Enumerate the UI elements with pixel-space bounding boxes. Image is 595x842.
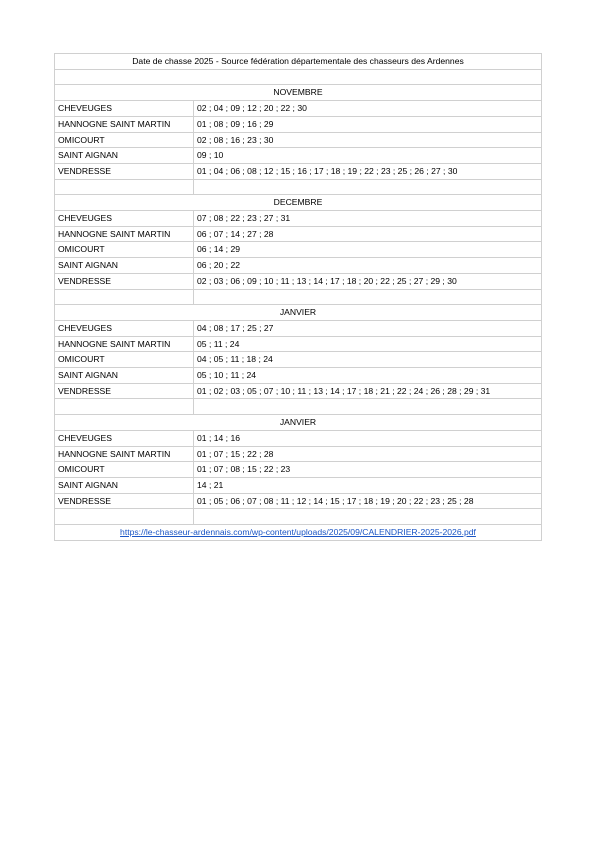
spacer-row xyxy=(55,509,542,525)
spacer-row xyxy=(55,289,542,305)
empty-cell xyxy=(55,289,194,305)
commune-cell: SAINT AIGNAN xyxy=(55,258,194,274)
commune-cell: CHEVEUGES xyxy=(55,211,194,227)
dates-cell: 04 ; 05 ; 11 ; 18 ; 24 xyxy=(194,352,542,368)
commune-cell: VENDRESSE xyxy=(55,163,194,179)
table-row xyxy=(55,116,542,132)
commune-cell: OMICOURT xyxy=(55,462,194,478)
table-row xyxy=(55,383,542,399)
table-row xyxy=(55,148,542,164)
month-header-row xyxy=(55,85,542,101)
spacer-row xyxy=(55,179,542,195)
dates-cell: 06 ; 20 ; 22 xyxy=(194,258,542,274)
commune-cell: OMICOURT xyxy=(55,352,194,368)
table-row xyxy=(55,430,542,446)
table-row xyxy=(55,336,542,352)
spacer-row xyxy=(55,399,542,415)
table-row xyxy=(55,352,542,368)
month-header-row xyxy=(55,415,542,431)
table-row xyxy=(55,132,542,148)
dates-cell: 01 ; 07 ; 08 ; 15 ; 22 ; 23 xyxy=(194,462,542,478)
month-header: DECEMBRE xyxy=(55,195,542,211)
table-body xyxy=(55,54,542,541)
empty-cell xyxy=(194,509,542,525)
commune-cell: CHEVEUGES xyxy=(55,430,194,446)
table-row xyxy=(55,242,542,258)
month-header-row xyxy=(55,195,542,211)
commune-cell: CHEVEUGES xyxy=(55,101,194,117)
empty-cell xyxy=(55,509,194,525)
month-header-row xyxy=(55,305,542,321)
empty-cell xyxy=(194,399,542,415)
table-row xyxy=(55,211,542,227)
month-header: NOVEMBRE xyxy=(55,85,542,101)
table-row xyxy=(55,273,542,289)
commune-cell: HANNOGNE SAINT MARTIN xyxy=(55,226,194,242)
source-link[interactable]: https://le-chasseur-ardennais.com/wp-content/uploads/2025/09/CALENDRIER-2025-2026.pdf xyxy=(55,525,542,541)
dates-cell: 01 ; 07 ; 15 ; 22 ; 28 xyxy=(194,446,542,462)
dates-cell: 07 ; 08 ; 22 ; 23 ; 27 ; 31 xyxy=(194,211,542,227)
dates-cell: 01 ; 04 ; 06 ; 08 ; 12 ; 15 ; 16 ; 17 ; 18 ; 19 ; 22 ; 23 ; 25 ; 26 ; 27 ; 30 xyxy=(194,163,542,179)
table-row xyxy=(55,493,542,509)
dates-cell: 01 ; 14 ; 16 xyxy=(194,430,542,446)
month-header: JANVIER xyxy=(55,415,542,431)
table-row xyxy=(55,320,542,336)
title-row xyxy=(55,54,542,70)
dates-cell: 02 ; 04 ; 09 ; 12 ; 20 ; 22 ; 30 xyxy=(194,101,542,117)
dates-cell: 01 ; 02 ; 03 ; 05 ; 07 ; 10 ; 11 ; 13 ; 14 ; 17 ; 18 ; 21 ; 22 ; 24 ; 26 ; 28 ; 29 ; 31 xyxy=(194,383,542,399)
dates-cell: 01 ; 08 ; 09 ; 16 ; 29 xyxy=(194,116,542,132)
dates-cell: 02 ; 03 ; 06 ; 09 ; 10 ; 11 ; 13 ; 14 ; 17 ; 18 ; 20 ; 22 ; 25 ; 27 ; 29 ; 30 xyxy=(194,273,542,289)
empty-cell xyxy=(55,179,194,195)
commune-cell: SAINT AIGNAN xyxy=(55,368,194,384)
empty-cell xyxy=(55,69,542,85)
commune-cell: CHEVEUGES xyxy=(55,320,194,336)
spacer-row xyxy=(55,69,542,85)
commune-cell: OMICOURT xyxy=(55,242,194,258)
commune-cell: OMICOURT xyxy=(55,132,194,148)
dates-cell: 01 ; 05 ; 06 ; 07 ; 08 ; 11 ; 12 ; 14 ; 15 ; 17 ; 18 ; 19 ; 20 ; 22 ; 23 ; 25 ; 28 xyxy=(194,493,542,509)
table-row xyxy=(55,477,542,493)
table-row xyxy=(55,446,542,462)
table-title: Date de chasse 2025 - Source fédération départementale des chasseurs des Ardennes xyxy=(55,54,542,70)
table-row xyxy=(55,258,542,274)
commune-cell: HANNOGNE SAINT MARTIN xyxy=(55,446,194,462)
empty-cell xyxy=(194,179,542,195)
dates-cell: 06 ; 14 ; 29 xyxy=(194,242,542,258)
table-row xyxy=(55,101,542,117)
dates-cell: 14 ; 21 xyxy=(194,477,542,493)
table-row xyxy=(55,462,542,478)
commune-cell: SAINT AIGNAN xyxy=(55,477,194,493)
table-row xyxy=(55,163,542,179)
dates-cell: 02 ; 08 ; 16 ; 23 ; 30 xyxy=(194,132,542,148)
commune-cell: VENDRESSE xyxy=(55,383,194,399)
empty-cell xyxy=(194,289,542,305)
source-link-row xyxy=(55,525,542,541)
table-row xyxy=(55,368,542,384)
empty-cell xyxy=(55,399,194,415)
dates-cell: 09 ; 10 xyxy=(194,148,542,164)
table-row xyxy=(55,226,542,242)
commune-cell: SAINT AIGNAN xyxy=(55,148,194,164)
commune-cell: VENDRESSE xyxy=(55,493,194,509)
dates-cell: 05 ; 11 ; 24 xyxy=(194,336,542,352)
commune-cell: HANNOGNE SAINT MARTIN xyxy=(55,336,194,352)
month-header: JANVIER xyxy=(55,305,542,321)
dates-cell: 04 ; 08 ; 17 ; 25 ; 27 xyxy=(194,320,542,336)
dates-cell: 05 ; 10 ; 11 ; 24 xyxy=(194,368,542,384)
commune-cell: HANNOGNE SAINT MARTIN xyxy=(55,116,194,132)
commune-cell: VENDRESSE xyxy=(55,273,194,289)
hunting-calendar-table xyxy=(54,53,542,541)
dates-cell: 06 ; 07 ; 14 ; 27 ; 28 xyxy=(194,226,542,242)
